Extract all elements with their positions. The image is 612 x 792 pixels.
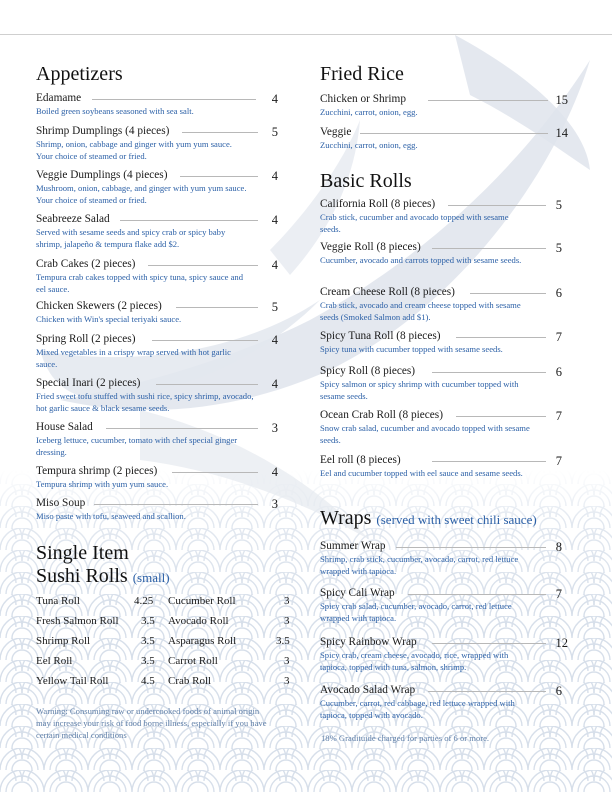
item-name: Ocean Crab Roll (8 pieces) <box>320 409 443 421</box>
item-price: 4 <box>271 213 278 227</box>
item-name: Summer Wrap <box>320 540 386 552</box>
item-description: Spicy tuna with cucumber topped with sesame seeds. <box>320 344 503 354</box>
item-price: 5 <box>271 300 278 314</box>
roll-price: 3.5 <box>141 655 155 667</box>
menu-item <box>36 332 278 371</box>
leader-line <box>456 337 546 338</box>
item-price: 8 <box>555 540 562 554</box>
item-name: Spicy Tuna Roll (8 pieces) <box>320 330 441 342</box>
item-description: Tempura crab cakes topped with spicy tuna, spicy sauce and eel sauce. <box>36 272 244 294</box>
leader-line <box>448 205 546 206</box>
leader-line <box>172 472 258 473</box>
leader-line <box>396 547 546 548</box>
menu-item <box>320 408 562 447</box>
roll-name: Cucumber Roll <box>168 595 236 607</box>
leader-line <box>456 416 546 417</box>
roll-price: 3 <box>284 615 290 627</box>
item-description: Iceberg lettuce, cucumber, tomato with chef special ginger dressing. <box>36 435 238 457</box>
roll-price: 3.5 <box>141 635 155 647</box>
roll-name: Fresh Salmon Roll <box>36 615 119 627</box>
wraps-title-text: Wraps <box>320 507 372 529</box>
wraps-subtitle: (served with sweet chili sauce) <box>376 512 537 527</box>
roll-price: 4.25 <box>134 595 154 607</box>
leader-line <box>428 691 546 692</box>
roll-price: 3.5 <box>141 615 155 627</box>
item-name: Spicy Cali Wrap <box>320 587 395 599</box>
item-description: Mushroom, onion, cabbage, and ginger with yum yum sauce. Your choice of steamed or fried. <box>36 183 247 205</box>
item-description: Zucchini, carrot, onion, egg. <box>320 140 418 150</box>
leader-line <box>92 99 256 100</box>
leader-line <box>176 307 258 308</box>
item-description: Miso paste with tofu, seaweed and scallion. <box>36 511 186 521</box>
menu-item <box>320 92 568 119</box>
roll-price: 3 <box>284 655 290 667</box>
leader-line <box>180 176 258 177</box>
roll-price: 3 <box>284 595 290 607</box>
item-name: Special Inari (2 pieces) <box>36 377 141 389</box>
item-description: Snow crab salad, cucumber and avocado topped with sesame seeds. <box>320 423 530 445</box>
item-price: 3 <box>271 421 278 435</box>
sushi-rolls-subtitle: (small) <box>132 570 170 585</box>
item-price: 5 <box>555 241 562 255</box>
item-description: Cucumber, avocado and carrots topped with sesame seeds. <box>320 255 522 265</box>
menu-item <box>320 240 562 267</box>
item-price: 12 <box>555 636 568 650</box>
item-name: Veggie Roll (8 pieces) <box>320 241 421 253</box>
item-price: 7 <box>555 587 562 601</box>
menu-item <box>320 453 562 480</box>
leader-line <box>152 340 258 341</box>
item-description: Tempura shrimp with yum yum sauce. <box>36 479 169 489</box>
item-description: Spicy salmon or spicy shrimp with cucumber topped with sesame seeds. <box>320 379 519 401</box>
leader-line <box>94 504 258 505</box>
item-description: Spicy crab salad, cucumber, avocado, carrot, red lettuce wrapped with tapioca. <box>320 601 512 623</box>
leader-line <box>156 384 258 385</box>
roll-name: Avocado Roll <box>168 615 229 627</box>
menu-item <box>36 376 278 415</box>
roll-name: Carrot Roll <box>168 655 218 667</box>
item-name: Veggie <box>320 126 352 138</box>
menu-item <box>320 285 562 324</box>
roll-price: 3.5 <box>276 635 290 647</box>
item-name: Veggie Dumplings (4 pieces) <box>36 169 168 181</box>
item-price: 4 <box>271 169 278 183</box>
wraps-title <box>320 507 537 531</box>
item-name: Spicy Roll (8 pieces) <box>320 365 416 377</box>
menu-item <box>36 257 278 296</box>
single-item-title: Single Item <box>36 542 129 564</box>
menu-item <box>36 124 278 163</box>
leader-line <box>408 594 546 595</box>
sushi-rolls-title-text: Sushi Rolls <box>36 565 128 587</box>
leader-line <box>432 248 546 249</box>
menu-item <box>36 420 278 459</box>
item-description: Shrimp, onion, cabbage and ginger with yum yum sauce. Your choice of steamed or fried. <box>36 139 232 161</box>
item-name: Seabreeze Salad <box>36 213 110 225</box>
item-description: Boiled green soybeans seasoned with sea salt. <box>36 106 194 116</box>
leader-line <box>360 133 548 134</box>
item-description: Eel and cucumber topped with eel sauce and sesame seeds. <box>320 468 523 478</box>
item-name: Spicy Rainbow Wrap <box>320 636 417 648</box>
leader-line <box>432 461 546 462</box>
menu-item <box>320 125 568 152</box>
gratuity-note: 18% Gradituide charged for parties of 6 or more. <box>321 733 490 743</box>
leader-line <box>120 220 258 221</box>
item-name: Cream Cheese Roll (8 pieces) <box>320 286 455 298</box>
menu-item <box>36 496 278 523</box>
leader-line <box>148 265 258 266</box>
roll-name: Asparagus Roll <box>168 635 237 647</box>
item-name: Chicken or Shrimp <box>320 93 406 105</box>
item-name: Edamame <box>36 92 82 104</box>
menu-item <box>36 464 278 491</box>
item-name: Eel roll (8 pieces) <box>320 454 401 466</box>
basic-rolls-title: Basic Rolls <box>320 170 412 192</box>
menu-item <box>320 329 562 356</box>
item-price: 4 <box>271 465 278 479</box>
item-name: Shrimp Dumplings (4 pieces) <box>36 125 170 137</box>
fried-rice-title: Fried Rice <box>320 63 404 85</box>
item-price: 6 <box>555 365 562 379</box>
menu-item <box>320 586 562 625</box>
leader-line <box>470 293 546 294</box>
item-price: 6 <box>555 286 562 300</box>
roll-price: 3 <box>284 675 290 687</box>
item-price: 7 <box>555 454 562 468</box>
menu-item <box>320 683 562 722</box>
item-price: 7 <box>555 409 562 423</box>
item-price: 7 <box>555 330 562 344</box>
item-price: 5 <box>555 198 562 212</box>
item-description: Chicken with Win's special teriyaki sauce. <box>36 314 182 324</box>
item-name: Miso Soup <box>36 497 86 509</box>
leader-line <box>106 428 258 429</box>
item-price: 5 <box>271 125 278 139</box>
item-name: House Salad <box>36 421 93 433</box>
menu-item <box>36 91 278 118</box>
item-price: 3 <box>271 497 278 511</box>
item-price: 4 <box>271 333 278 347</box>
leader-line <box>432 372 546 373</box>
sushi-rolls-title <box>36 565 170 589</box>
item-name: Crab Cakes (2 pieces) <box>36 258 136 270</box>
item-price: 14 <box>555 126 568 140</box>
menu-item <box>36 168 278 207</box>
roll-price: 4.5 <box>141 675 155 687</box>
menu-item <box>320 539 562 578</box>
item-description: Crab stick, cucumber and avocado topped with sesame seeds. <box>320 212 509 234</box>
roll-name: Yellow Tail Roll <box>36 675 109 687</box>
item-description: Cucumber, carrot, red cabbage, red lettuce wrapped with tapioca, topped with avocado. <box>320 698 515 720</box>
item-description: Crab stick, avocado and cream cheese topped with sesame seeds (Smoked Salmon add $1). <box>320 300 521 322</box>
leader-line <box>432 643 546 644</box>
item-name: Chicken Skewers (2 pieces) <box>36 300 162 312</box>
item-price: 4 <box>271 377 278 391</box>
item-description: Shrimp, crab stick, cucumber, avocado, carrot, red lettuce wrapped with tapioca. <box>320 554 519 576</box>
item-name: Spring Roll (2 pieces) <box>36 333 136 345</box>
item-description: Fried sweet tofu stuffed with sushi rice, spicy shrimp, avocado, hot garlic sauce & black sesame seeds. <box>36 391 254 413</box>
menu-item <box>36 212 278 251</box>
item-name: Tempura shrimp (2 pieces) <box>36 465 158 477</box>
item-price: 6 <box>555 684 562 698</box>
item-description: Zucchini, carrot, onion, egg. <box>320 107 418 117</box>
item-description: Spicy crab, cream cheese, avocado, rice, wrapped with tapioca, topped with tuna, salmon, shrimp. <box>320 650 509 672</box>
item-name: California Roll (8 pieces) <box>320 198 436 210</box>
appetizers-title: Appetizers <box>36 63 123 85</box>
menu-item <box>320 635 568 674</box>
leader-line <box>428 100 548 101</box>
roll-name: Shrimp Roll <box>36 635 91 647</box>
menu-item <box>320 197 562 236</box>
leader-line <box>182 132 258 133</box>
item-description: Served with sesame seeds and spicy crab or spicy baby shrimp, jalapeño & tempura flake add $2. <box>36 227 226 249</box>
item-price: 4 <box>271 258 278 272</box>
item-price: 15 <box>555 93 568 107</box>
menu-item <box>36 299 278 326</box>
item-price: 4 <box>271 92 278 106</box>
item-name: Avocado Salad Wrap <box>320 684 416 696</box>
roll-name: Crab Roll <box>168 675 212 687</box>
roll-name: Tuna Roll <box>36 595 80 607</box>
roll-name: Eel Roll <box>36 655 73 667</box>
item-description: Mixed vegetables in a crispy wrap served with hot garlic sauce. <box>36 347 231 369</box>
menu-item <box>320 364 562 403</box>
raw-food-warning: Warning: Consuming raw or undercooked foods of animal origin may increase your risk of food borne illness, especially if you have certain medical conditions <box>36 706 267 740</box>
